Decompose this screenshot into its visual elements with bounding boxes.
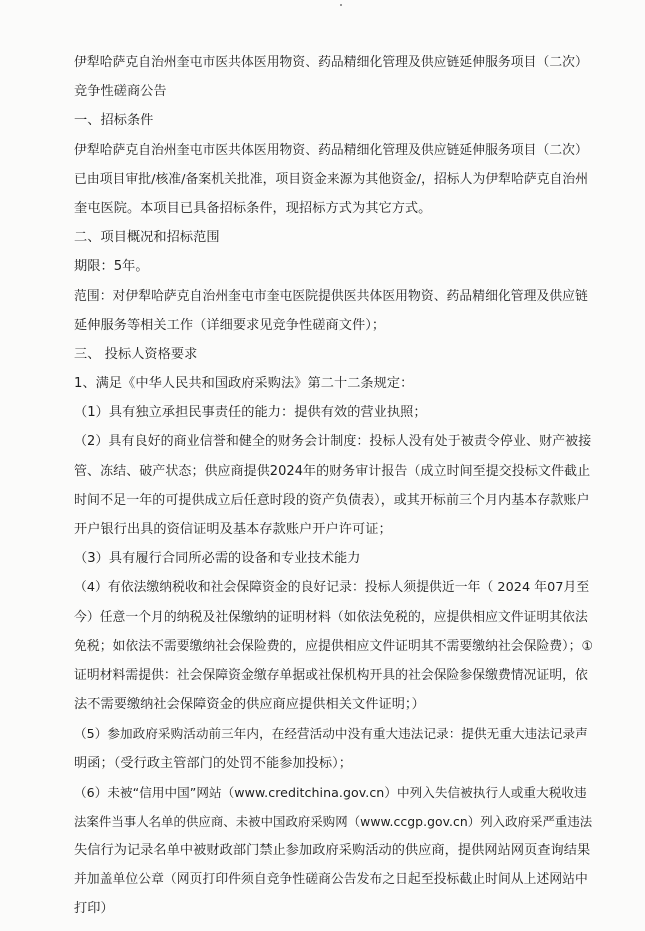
paragraph-line: 1、满足《中华人民共和国政府采购法》第二十二条规定： <box>74 376 414 392</box>
section-heading-2: 二、项目概况和招标范围 <box>74 230 220 246</box>
paragraph-line: （5）参加政府采购活动前三年内，在经营活动中没有重大违法记录：提供无重大违法记录声 <box>74 726 588 742</box>
paragraph-line: 伊犁哈萨克自治州奎屯市医共体医用物资、药品精细化管理及供应链延伸服务项目（二次） <box>74 142 588 158</box>
announcement-body <box>74 48 594 924</box>
section-heading-3: 三、 投标人资格要求 <box>74 346 198 362</box>
paragraph-line: 延伸服务等相关工作（详细要求见竞争性磋商文件）； <box>74 317 386 333</box>
scan-speck <box>340 4 342 6</box>
section-heading-1: 一、招标条件 <box>74 113 154 129</box>
paragraph-line: 范围：对伊犁哈萨克自治州奎屯市奎屯医院提供医共体医用物资、药品精细化管理及供应链 <box>74 288 588 304</box>
paragraph-line: 期限：5年。 <box>74 259 149 275</box>
doc-title-line-1: 伊犁哈萨克自治州奎屯市医共体医用物资、药品精细化管理及供应链延伸服务项目（二次） <box>74 55 588 70</box>
paragraph-line: 开户银行出具的资信证明及基本存款账户开户许可证； <box>74 522 392 537</box>
paragraph-line: （6）未被“信用中国”网站（www.creditchina.gov.cn）中列入失信被执行人或重大税收违 <box>74 784 587 800</box>
paragraph-line: 奎屯医院。本项目已具备招标条件，现招标方式为其它方式。 <box>74 200 432 216</box>
paragraph-line: 打印） <box>74 901 114 917</box>
paragraph-line: （1）具有独立承担民事责任的能力：提供有效的营业执照； <box>74 405 427 421</box>
paragraph-line: 证明材料需提供：社会保障资金缴存单据或社保机构开具的社会保险参保缴费情况证明，依 <box>74 667 588 683</box>
paragraph-line: 已由项目审批/核准/备案机关批准，项目资金来源为其他资金/，招标人为伊犁哈萨克自治州 <box>74 171 589 187</box>
paragraph-line: 法案件当事人名单的供应商、未被中国政府采购网（www.ccgp.gov.cn）列入政府采严重违法 <box>74 813 593 829</box>
paragraph-line: （4）有依法缴纳税收和社会保障资金的良好记录：投标人须提供近一年（ 2024 年07月至 <box>74 580 590 596</box>
paragraph-line: （3）具有履行合同所必需的设备和专业技术能力 <box>74 551 361 567</box>
paragraph-line: 明函；（受行政主管部门的处罚不能参加投标）； <box>74 755 353 771</box>
paragraph-line: 免税；如依法不需要缴纳社会保险费的，应提供相应文件证明其不需要缴纳社会保险费）；① <box>74 638 593 654</box>
paragraph-line: 今）任意一个月的纳税及社保缴纳的证明材料（如依法免税的，应提供相应文件证明其依法 <box>74 609 588 625</box>
paragraph-line: 时间不足一年的可提供成立后任意时段的资产负债表），或其开标前三个月内基本存款账户 <box>74 492 590 508</box>
paragraph-line: 并加盖单位公章（网页打印件须自竞争性磋商公告发布之日起至投标截止时间从上述网站中 <box>74 872 588 888</box>
paragraph-line: （2）具有良好的商业信誉和健全的财务会计制度：投标人没有处于被责令停业、财产被接 <box>74 434 592 450</box>
paragraph-line: 失信行为记录名单中被财政部门禁止参加政府采购活动的供应商，提供网站网页查询结果 <box>74 843 591 859</box>
paragraph-line: 法不需要缴纳社会保障资金的供应商应提供相关文件证明；） <box>74 697 425 713</box>
paragraph-line: 管、冻结、破产状态；供应商提供2024年的财务审计报告（成立时间至提交投标文件截止 <box>74 463 591 479</box>
doc-title-line-2: 竞争性磋商公告 <box>74 84 167 100</box>
